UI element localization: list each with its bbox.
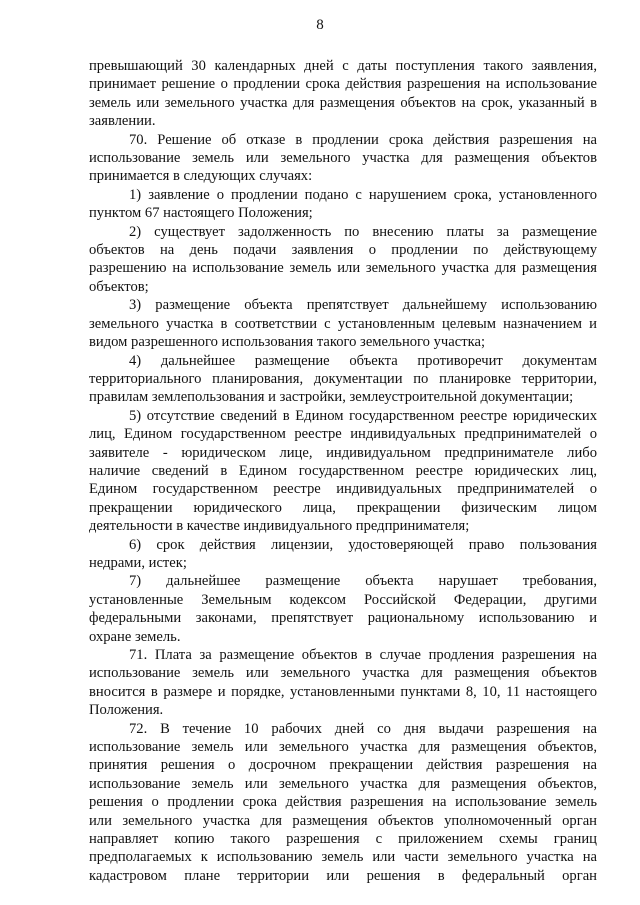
text-line: Едином государственном реестре индивидуальных предпринимателей о bbox=[89, 481, 597, 498]
list-item-2 bbox=[89, 223, 597, 297]
text-line: правилам землепользования и застройки, землеустроительной документации; bbox=[89, 389, 574, 406]
text-line: объектов; bbox=[89, 278, 149, 295]
list-item-6 bbox=[89, 536, 597, 573]
text-line: Положения. bbox=[89, 702, 164, 719]
text-line: использование земель или земельного участка для размещения объектов bbox=[89, 665, 597, 682]
text-line: объектов на день подачи заявления о продлении по действующему bbox=[89, 242, 597, 259]
text-line: 70. Решение об отказе в продлении срока действия разрешения на bbox=[129, 131, 597, 148]
text-line: использование земель или земельного участка для размещения объектов, bbox=[89, 775, 597, 792]
text-line: прекращении юридического лица, прекращении физическим лицом bbox=[89, 499, 597, 516]
text-line: лиц, Едином государственном реестре индивидуальных предпринимателей о bbox=[89, 426, 597, 443]
text-line: вносится в размере и порядке, установленными пунктами 8, 10, 11 настоящего bbox=[89, 683, 597, 700]
text-line: или земельного участка для размещения объектов уполномоченный орган bbox=[89, 812, 597, 829]
page-number: 8 bbox=[316, 17, 324, 33]
document-body bbox=[89, 57, 597, 885]
text-line: установленные Земельным кодексом Российской Федерации, другими bbox=[89, 591, 597, 608]
text-line: 71. Плата за размещение объектов в случае продления разрешения на bbox=[129, 647, 597, 663]
text-line: территориального планирования, документации по планировке территории, bbox=[89, 370, 597, 387]
text-line: наличие сведений в Едином государственном реестре юридических лиц, bbox=[89, 462, 597, 479]
text-line: 3) размещение объекта препятствует дальнейшему использованию bbox=[129, 297, 597, 314]
text-line: заявителе - юридическом лице, индивидуальном предпринимателе либо bbox=[89, 444, 597, 461]
text-line: пунктом 67 настоящего Положения; bbox=[89, 205, 313, 222]
text-line: видом разрешенного использования такого земельного участка; bbox=[89, 334, 485, 351]
text-line: недрами, истек; bbox=[89, 554, 187, 571]
text-line: принимает решение о продлении срока действия разрешения на использование bbox=[89, 76, 597, 93]
list-item-7 bbox=[89, 572, 597, 646]
text-line: превышающий 30 календарных дней с даты поступления такого заявления, bbox=[89, 58, 597, 74]
text-line: направляет копию такого разрешения с приложением схемы границ bbox=[89, 831, 597, 848]
text-line: земельного участка в соответствии с установленным целевым назначением и bbox=[89, 315, 597, 332]
text-line: использование земель или земельного участка для размещения объектов, bbox=[89, 739, 597, 756]
text-line: 2) существует задолженность по внесению платы за размещение bbox=[129, 223, 597, 240]
text-line: 6) срок действия лицензии, удостоверяющей право пользования bbox=[129, 536, 597, 553]
paragraph-continuation bbox=[89, 57, 597, 131]
text-line: кадастровом плане территории или решения в федеральный орган bbox=[89, 867, 597, 884]
text-line: деятельности в качестве индивидуального предпринимателя; bbox=[89, 518, 470, 535]
paragraph-72 bbox=[89, 720, 597, 886]
text-line: заявлении. bbox=[89, 113, 156, 130]
text-line: 5) отсутствие сведений в Едином государственном реестре юридических bbox=[129, 407, 597, 424]
text-line: 4) дальнейшее размещение объекта противоречит документам bbox=[129, 352, 597, 369]
text-line: решения о продлении срока действия разрешения на использование земель bbox=[89, 794, 597, 811]
text-line: разрешению на использование земель или земельного участка для размещения bbox=[89, 260, 597, 277]
text-line: использование земель или земельного участка для размещения объектов bbox=[89, 150, 597, 167]
list-item-4 bbox=[89, 352, 597, 407]
text-line: предполагаемых к использованию земель или части земельного участка на bbox=[89, 849, 597, 866]
paragraph-70 bbox=[89, 131, 597, 186]
text-line: земель или земельного участка для размещения объектов на срок, указанный в bbox=[89, 94, 597, 111]
list-item-1 bbox=[89, 186, 597, 223]
paragraph-71 bbox=[89, 646, 597, 720]
text-line: 1) заявление о продлении подано с нарушением срока, установленного bbox=[129, 186, 597, 203]
list-item-5 bbox=[89, 407, 597, 536]
text-line: 7) дальнейшее размещение объекта нарушает требования, bbox=[129, 573, 597, 590]
text-line: 72. В течение 10 рабочих дней со дня выдачи разрешения на bbox=[129, 720, 597, 737]
text-line: принятия решения о досрочном прекращении действия разрешения на bbox=[89, 757, 597, 774]
text-line: принимается в следующих случаях: bbox=[89, 168, 313, 185]
text-line: охране земель. bbox=[89, 628, 181, 645]
list-item-3 bbox=[89, 296, 597, 351]
text-line: федеральными законами, препятствует рациональному использованию и bbox=[89, 610, 597, 627]
